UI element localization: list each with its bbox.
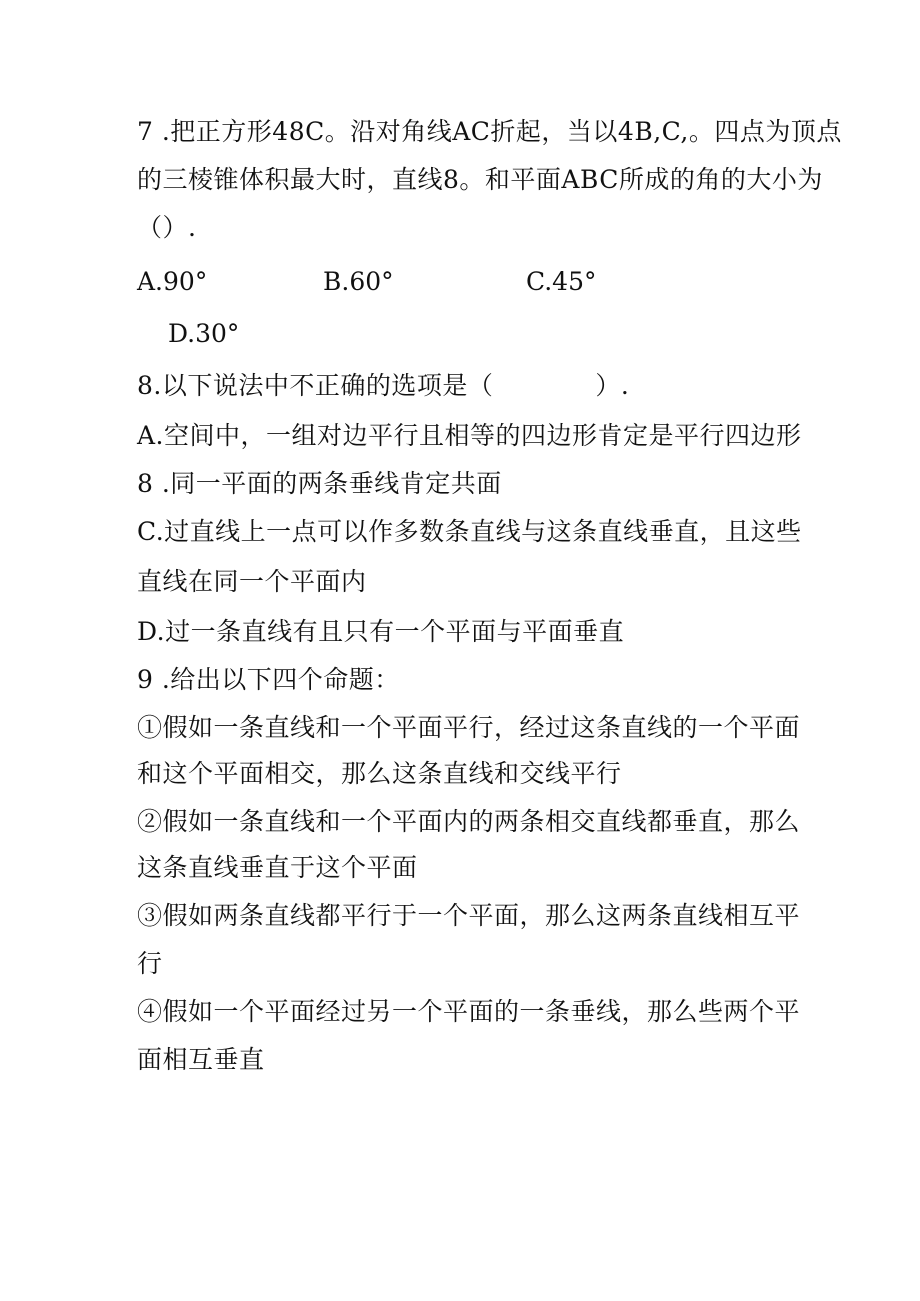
question-7-option-c: C.45°: [526, 267, 597, 296]
question-8-option-d: D.过一条直线有且只有一个平面与平面垂直: [137, 617, 625, 646]
question-7-line-2: 的三棱锥体积最大时，直线8。和平面ABC所成的角的大小为: [137, 165, 823, 194]
question-7-option-b: B.60°: [323, 267, 394, 296]
question-7-line-1: 7 .把正方形48C。沿对角线AC折起，当以4B,C,。四点为顶点: [137, 117, 842, 146]
question-9-proposition-1-line-1: ①假如一条直线和一个平面平行，经过这条直线的一个平面: [137, 713, 801, 742]
question-8-option-c-line-1: C.过直线上一点可以作多数条直线与这条直线垂直，且这些: [137, 517, 802, 546]
question-9-proposition-3-line-2: 行: [137, 949, 163, 978]
question-8-option-a: A.空间中，一组对边平行且相等的四边形肯定是平行四边形: [137, 421, 802, 450]
question-9-proposition-2-line-1: ②假如一条直线和一个平面内的两条相交直线都垂直，那么: [137, 807, 801, 836]
question-9-proposition-3-line-1: ③假如两条直线都平行于一个平面，那么这两条直线相互平: [137, 901, 801, 930]
question-7-option-d: D.30°: [168, 319, 240, 348]
question-9-proposition-2-line-2: 这条直线垂直于这个平面: [137, 853, 418, 882]
question-9-proposition-4-line-1: ④假如一个平面经过另一个平面的一条垂线，那么些两个平: [137, 997, 801, 1026]
question-8-option-c-line-2: 直线在同一个平面内: [137, 567, 367, 596]
question-9-proposition-1-line-2: 和这个平面相交，那么这条直线和交线平行: [137, 759, 622, 788]
question-7-line-3: （）.: [137, 213, 197, 242]
question-8-option-b: 8 .同一平面的两条垂线肯定共面: [137, 469, 502, 498]
question-9-stem: 9 .给出以下四个命题：: [137, 665, 400, 694]
question-9-proposition-4-line-2: 面相互垂直: [137, 1045, 265, 1074]
question-7-option-a: A.90°: [137, 267, 208, 296]
question-8-stem: 8.以下说法中不正确的选项是（ ）.: [137, 371, 630, 400]
